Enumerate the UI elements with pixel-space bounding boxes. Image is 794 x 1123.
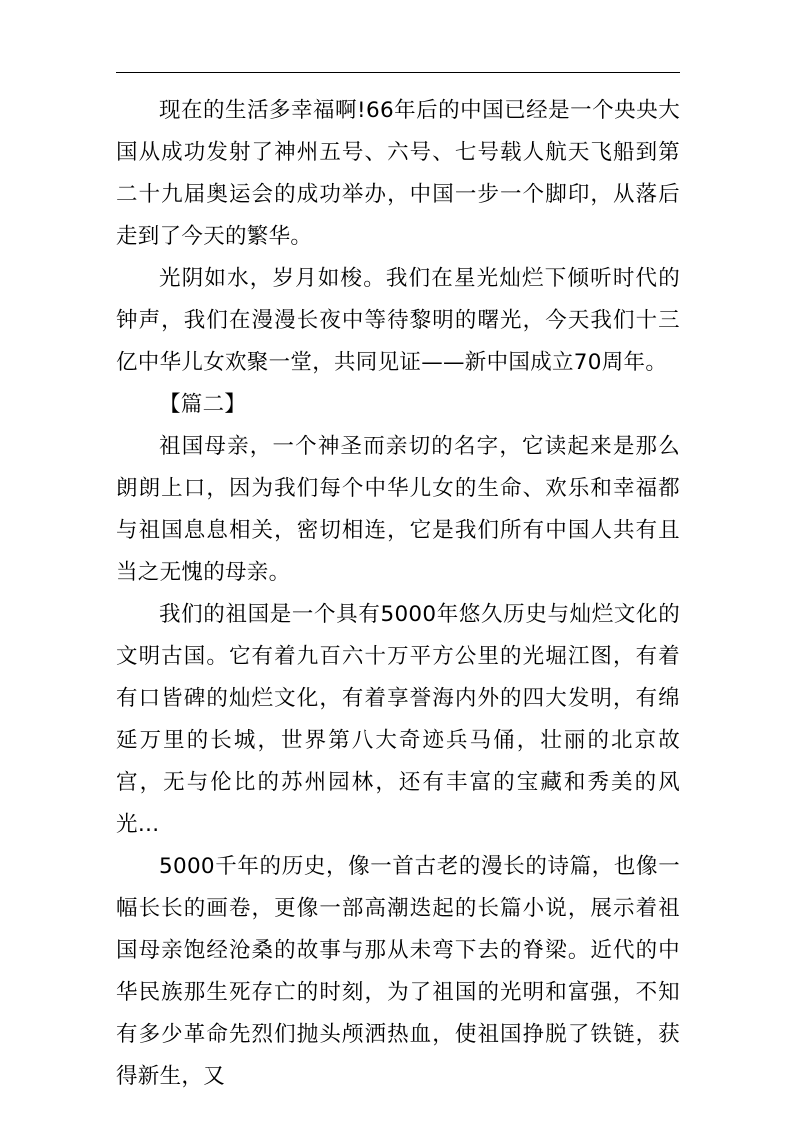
paragraph-3: 祖国母亲，一个神圣而亲切的名字，它读起来是那么朗朗上口，因为我们每个中华儿女的生命、欢乐和幸福都与祖国息息相关，密切相连，它是我们所有中国人共有且当之无愧的母亲。 [116,434,680,585]
document-body [116,90,680,1098]
section-heading: 【篇二】 [159,392,247,417]
paragraph-2: 光阴如水，岁月如梭。我们在星光灿烂下倾听时代的钟声，我们在漫漫长夜中等待黎明的曙光，今天我们十三亿中华儿女欢聚一堂，共同见证——新中国成立70周年。 [116,266,680,375]
header-rule [116,72,680,73]
paragraph-4: 我们的祖国是一个具有5000年悠久历史与灿烂文化的文明古国。它有着九百六十万平方公里的光堀江图，有着有口皆碑的灿烂文化，有着享誉海内外的四大发明，有绵延万里的长城，世界第八大奇迹兵马俑，壮丽的北京故宫，无与伦比的苏州园林，还有丰富的宝藏和秀美的风光… [116,602,680,837]
paragraph-5: 5000千年的历史，像一首古老的漫长的诗篇，也像一幅长长的画卷，更像一部高潮迭起的长篇小说，展示着祖国母亲饱经沧桑的故事与那从未弯下去的脊梁。近代的中华民族那生死存亡的时刻，为了祖国的光明和富强，不知有多少革命先烈们抛头颅洒热血，使祖国挣脱了铁链，获得新生，又 [116,854,680,1089]
paragraph-1: 现在的生活多幸福啊!66年后的中国已经是一个央央大国从成功发射了神州五号、六号、七号载人航天飞船到第二十九届奥运会的成功举办，中国一步一个脚印，从落后走到了今天的繁华。 [116,98,680,249]
